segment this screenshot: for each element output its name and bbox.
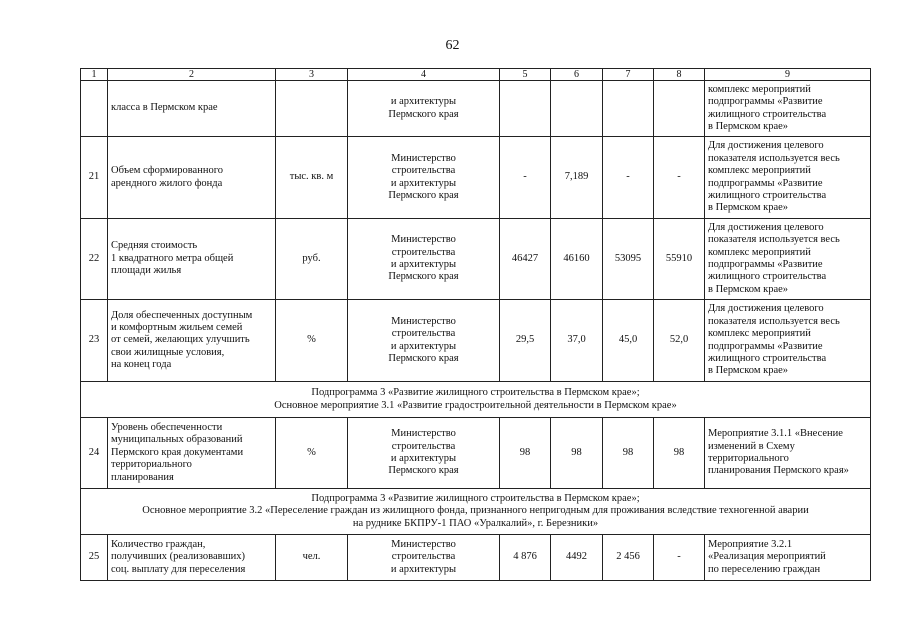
value-cell: 52,0 xyxy=(654,300,705,382)
value-cell: 53095 xyxy=(603,219,654,300)
text-line: Пермского края xyxy=(388,189,459,201)
text-line: свои жилищные условия, xyxy=(111,346,225,358)
note-cell xyxy=(705,81,871,137)
text-line: соц. выплату для переселения xyxy=(111,563,246,575)
text-line: Пермского края xyxy=(388,465,459,477)
section-header-cell xyxy=(81,489,871,535)
row-number-cell: 23 xyxy=(81,300,108,382)
text-line: комплекс мероприятий xyxy=(708,328,811,340)
text-line: Министерство xyxy=(391,315,456,327)
text-line: площади жилья xyxy=(111,265,182,277)
section-header-row xyxy=(81,382,871,418)
text-line: жилищного строительства xyxy=(708,108,827,120)
column-header: 7 xyxy=(603,69,654,81)
text-line: в Пермском крае» xyxy=(708,365,789,377)
text-line: строительства xyxy=(391,440,456,452)
indicator-name-cell: класса в Пермском крае xyxy=(108,81,276,137)
indicator-name-cell xyxy=(108,418,276,489)
value-cell: 55910 xyxy=(654,219,705,300)
column-header: 5 xyxy=(500,69,551,81)
unit-cell: % xyxy=(276,418,348,489)
text-line: показателя используется весь xyxy=(708,315,840,327)
text-line: получивших (реализовавших) xyxy=(111,551,246,563)
unit-cell: тыс. кв. м xyxy=(276,137,348,219)
text-line: жилищного строительства xyxy=(708,352,827,364)
indicator-name-cell xyxy=(108,219,276,300)
text-line: 1 квадратного метра общей xyxy=(111,252,234,264)
text-line: Пермского края документами xyxy=(111,446,244,458)
unit-cell: руб. xyxy=(276,219,348,300)
text-line: изменений в Схему xyxy=(708,440,795,452)
value-cell: 4492 xyxy=(551,535,603,581)
text-line: Министерство xyxy=(391,538,456,550)
text-line: муниципальных образований xyxy=(111,434,243,446)
row-number-cell xyxy=(81,81,108,137)
indicator-name-cell xyxy=(108,535,276,581)
responsible-cell xyxy=(348,418,500,489)
text-line: Для достижения целевого xyxy=(708,221,824,233)
page-number: 62 xyxy=(445,38,460,53)
value-cell: 46160 xyxy=(551,219,603,300)
value-cell: 98 xyxy=(551,418,603,489)
value-cell: - xyxy=(654,137,705,219)
text-line: и архитектуры xyxy=(390,453,457,464)
text-line: Мероприятие 3.2.1 xyxy=(708,538,793,550)
text-line: комплекс мероприятий xyxy=(708,165,811,177)
text-line: арендного жилого фонда xyxy=(111,177,223,189)
table-row xyxy=(81,137,871,219)
text-line: Для достижения целевого xyxy=(708,303,824,315)
text-line: строительства xyxy=(391,246,456,258)
table-row xyxy=(81,300,871,382)
text-line: территориального xyxy=(708,453,789,464)
text-line: Пермского края xyxy=(388,108,459,120)
text-line: подпрограммы «Развитие xyxy=(708,177,823,189)
text-line: комплекс мероприятий xyxy=(708,246,811,258)
column-number-row xyxy=(81,69,871,81)
text-line: по переселению граждан xyxy=(708,563,821,575)
value-cell xyxy=(500,81,551,137)
text-line: строительства xyxy=(391,165,456,177)
value-cell: - xyxy=(603,137,654,219)
indicators-table xyxy=(80,68,871,581)
value-cell: 4 876 xyxy=(500,535,551,581)
value-cell: 45,0 xyxy=(603,300,654,382)
text-line: жилищного строительства xyxy=(708,271,827,283)
text-line: Для достижения целевого xyxy=(708,140,824,152)
value-cell: 29,5 xyxy=(500,300,551,382)
column-header: 9 xyxy=(705,69,871,81)
table-row-continued xyxy=(81,81,871,137)
note-cell xyxy=(705,300,871,382)
text-line: Объем сформированного xyxy=(111,165,223,177)
text-line: комплекс мероприятий xyxy=(708,83,811,95)
value-cell xyxy=(654,81,705,137)
value-cell: 37,0 xyxy=(551,300,603,382)
table-row xyxy=(81,535,871,581)
value-cell xyxy=(603,81,654,137)
text-line: Министерство xyxy=(391,152,456,164)
text-line: Пермского края xyxy=(388,271,459,283)
responsible-cell xyxy=(348,535,500,581)
text-line: подпрограммы «Развитие xyxy=(708,259,823,270)
value-cell: 46427 xyxy=(500,219,551,300)
responsible-cell xyxy=(348,300,500,382)
text-line: строительства xyxy=(391,551,456,563)
text-line: Доля обеспеченных доступным xyxy=(111,309,253,321)
column-header: 2 xyxy=(108,69,276,81)
unit-cell: % xyxy=(276,300,348,382)
text-line: и архитектуры xyxy=(390,96,457,108)
text-line: Основное мероприятие 3.2 «Переселение граждан из жилищного фонда, признанного непригодным для проживания вследствие техногенной аварии xyxy=(142,505,809,517)
text-line: и архитектуры xyxy=(390,177,457,189)
text-line: Количество граждан, xyxy=(111,538,206,550)
text-line: в Пермском крае» xyxy=(708,283,789,295)
text-line: Министерство xyxy=(391,428,456,440)
value-cell: 7,189 xyxy=(551,137,603,219)
row-number-cell: 22 xyxy=(81,219,108,300)
text-line: Пермского края xyxy=(388,352,459,364)
text-line: Министерство xyxy=(391,234,456,246)
table-row xyxy=(81,418,871,489)
text-line: на конец года xyxy=(111,359,172,371)
text-line: и архитектуры xyxy=(390,340,457,352)
value-cell: 98 xyxy=(603,418,654,489)
note-cell xyxy=(705,137,871,219)
value-cell: - xyxy=(500,137,551,219)
text-line: и архитектуры xyxy=(390,563,457,575)
text-line: территориального xyxy=(111,459,192,471)
section-header-row xyxy=(81,489,871,535)
indicator-name-cell xyxy=(108,137,276,219)
column-header: 4 xyxy=(348,69,500,81)
text-line: Основное мероприятие 3.1 «Развитие градостроительной деятельности в Пермском крае» xyxy=(274,399,677,411)
text-line: планирования Пермского края» xyxy=(708,465,849,477)
responsible-cell xyxy=(348,137,500,219)
unit-cell: чел. xyxy=(276,535,348,581)
text-line: и комфортным жильем семей xyxy=(111,321,243,333)
row-number-cell: 21 xyxy=(81,137,108,219)
text-line: в Пермском крае» xyxy=(708,120,789,132)
text-line: Подпрограмма 3 «Развитие жилищного строительства в Пермском крае»; xyxy=(311,492,640,504)
text-line: жилищного строительства xyxy=(708,189,827,201)
text-line: и архитектуры xyxy=(390,259,457,270)
value-cell xyxy=(551,81,603,137)
note-cell xyxy=(705,219,871,300)
column-header: 6 xyxy=(551,69,603,81)
row-number-cell: 24 xyxy=(81,418,108,489)
note-cell xyxy=(705,418,871,489)
unit-cell xyxy=(276,81,348,137)
text-line: показателя используется весь xyxy=(708,152,840,164)
text-line: Подпрограмма 3 «Развитие жилищного строительства в Пермском крае»; xyxy=(311,387,640,399)
row-number-cell: 25 xyxy=(81,535,108,581)
value-cell: 98 xyxy=(654,418,705,489)
value-cell: 2 456 xyxy=(603,535,654,581)
text-line: в Пермском крае» xyxy=(708,202,789,214)
section-header-cell xyxy=(81,382,871,418)
text-line: на руднике БКПРУ-1 ПАО «Уралкалий», г. Березники» xyxy=(352,517,599,529)
text-line: подпрограммы «Развитие xyxy=(708,96,823,108)
text-line: подпрограммы «Развитие xyxy=(708,340,823,352)
text-line: планирования xyxy=(111,471,174,483)
value-cell: 98 xyxy=(500,418,551,489)
text-line: от семей, желающих улучшить xyxy=(111,334,250,346)
value-cell: - xyxy=(654,535,705,581)
column-header: 1 xyxy=(81,69,108,81)
responsible-cell xyxy=(348,219,500,300)
text-line: Мероприятие 3.1.1 «Внесение xyxy=(708,428,843,440)
column-header: 3 xyxy=(276,69,348,81)
indicator-name-cell xyxy=(108,300,276,382)
text-line: «Реализация мероприятий xyxy=(708,551,826,563)
note-cell xyxy=(705,535,871,581)
text-line: Уровень обеспеченности xyxy=(111,422,223,434)
text-line: строительства xyxy=(391,328,456,340)
responsible-cell xyxy=(348,81,500,137)
text-line: Средняя стоимость xyxy=(111,240,198,252)
column-header: 8 xyxy=(654,69,705,81)
text-line: показателя используется весь xyxy=(708,234,840,246)
table-row xyxy=(81,219,871,300)
